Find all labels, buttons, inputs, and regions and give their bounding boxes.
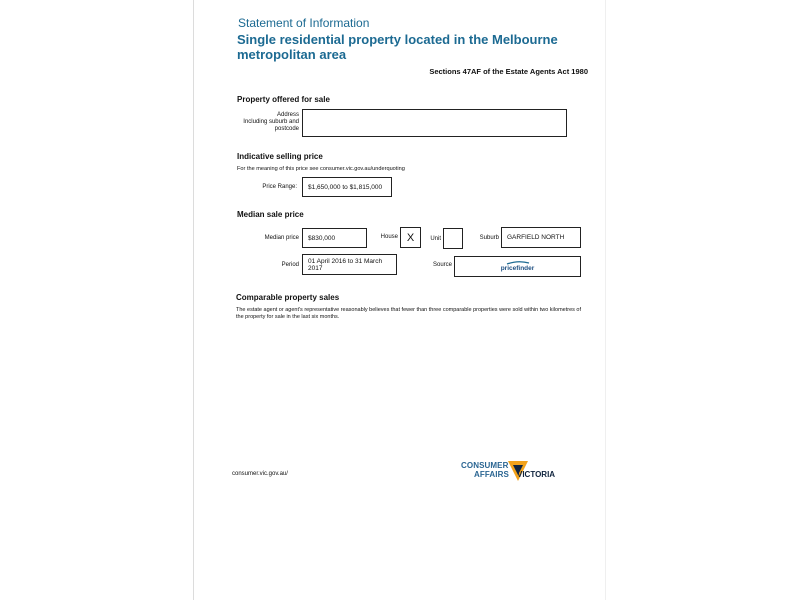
pricefinder-logo (501, 261, 535, 272)
consumer-affairs-victoria-logo (459, 459, 569, 483)
comparable-paragraph: The estate agent or agent's representative reasonably believes that fewer than three comparable properties were sold within two kilometres of the property for sale in the last six months. (236, 307, 581, 320)
median-price-heading: Median sale price (237, 210, 304, 219)
logo-line-victoria: VICTORIA (517, 470, 556, 479)
underquoting-note: For the meaning of this price see consumer.vic.gov.au/underquoting (237, 166, 405, 172)
suburb-value: GARFIELD NORTH (507, 234, 565, 241)
source-label: Source (432, 262, 452, 268)
price-range-label: Price Range: (262, 184, 297, 190)
source-value: pricefinder (500, 265, 535, 272)
period-label: Period (281, 262, 299, 268)
period-value: 01 April 2016 to 31 March 2017 (308, 257, 383, 272)
period-field[interactable] (302, 254, 397, 275)
source-field[interactable] (454, 256, 581, 277)
indicative-price-heading: Indicative selling price (237, 152, 323, 161)
house-check-mark: X (406, 231, 415, 244)
median-price-field[interactable] (302, 228, 367, 248)
document-page (193, 0, 606, 600)
unit-label: Unit (430, 236, 441, 242)
logo-line-affairs: AFFAIRS (474, 470, 509, 479)
suburb-field[interactable] (501, 227, 581, 248)
document-title: Single residential property located in the Melbourne metropolitan area (237, 32, 558, 62)
footer-url-link[interactable]: consumer.vic.gov.au/ (232, 471, 288, 477)
suburb-label: Suburb (479, 235, 499, 241)
median-price-value: $830,000 (308, 234, 336, 242)
unit-checkbox[interactable] (443, 228, 463, 249)
house-checkbox[interactable] (400, 227, 421, 248)
address-label: Address Including suburb and postcode (243, 112, 299, 132)
median-price-label: Median price (264, 235, 299, 241)
comparable-heading: Comparable property sales (236, 293, 340, 302)
house-label: House (380, 234, 398, 240)
property-offered-heading: Property offered for sale (237, 95, 330, 104)
logo-line-consumer: CONSUMER (461, 461, 509, 470)
act-reference: Sections 47AF of the Estate Agents Act 1980 (429, 67, 588, 76)
price-range-value: $1,650,000 to $1,815,000 (308, 183, 383, 191)
price-range-field[interactable] (302, 177, 392, 197)
document-kicker: Statement of Information (238, 16, 370, 30)
address-field[interactable] (302, 109, 567, 137)
